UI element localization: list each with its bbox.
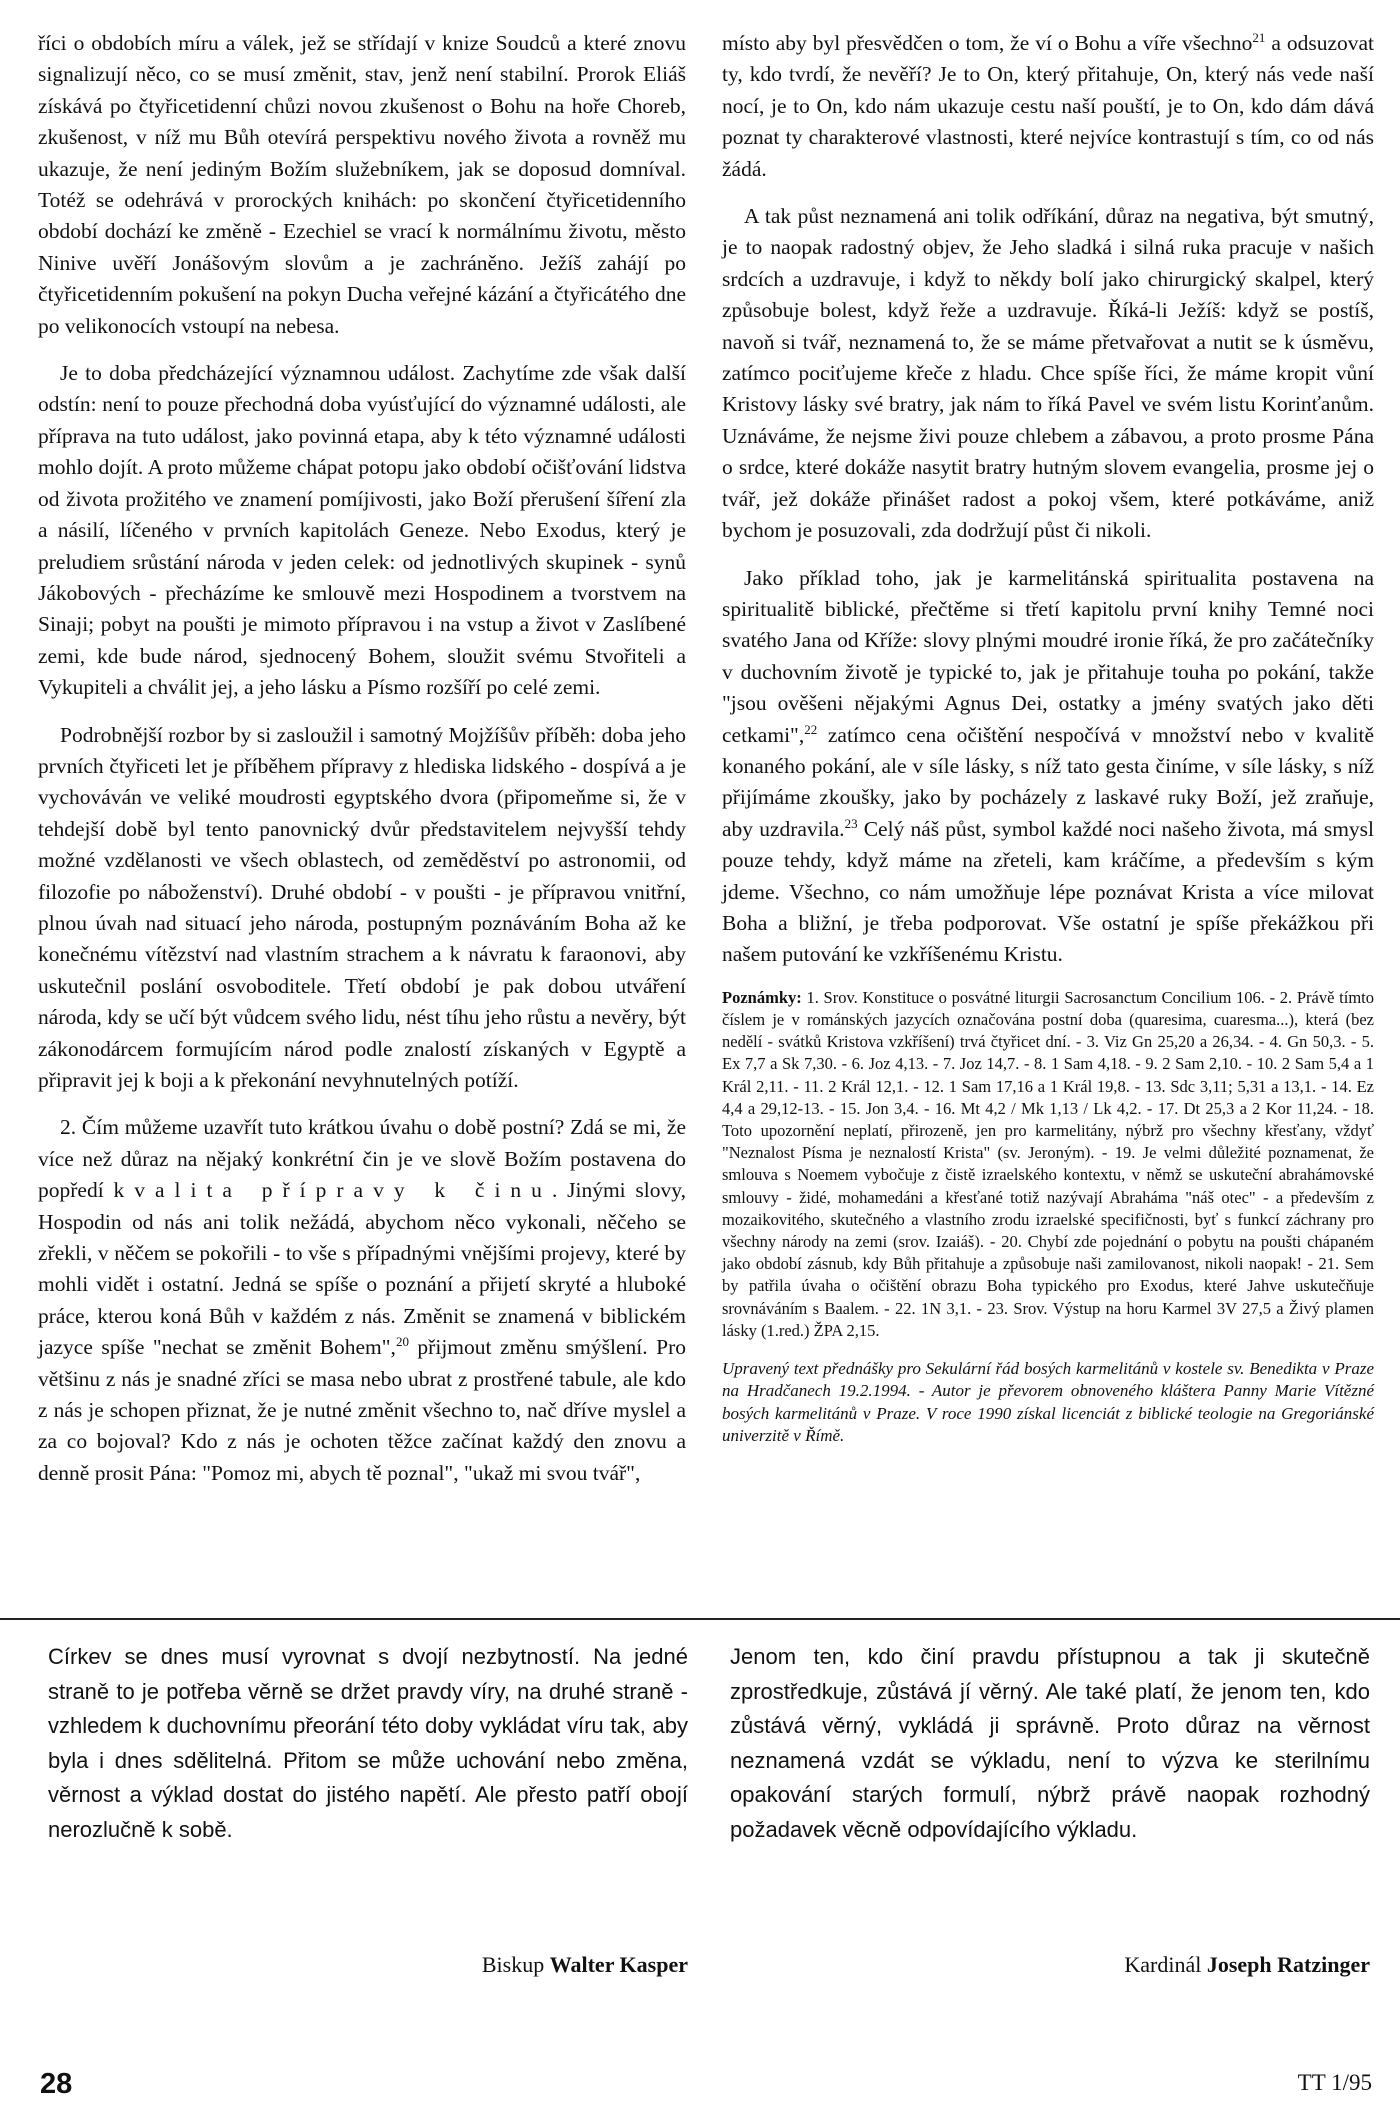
footnote-ref: 23 — [844, 815, 858, 831]
emphasis-spaced: kvalita přípravy k činu — [113, 1178, 552, 1203]
footnote-ref: 21 — [1252, 29, 1266, 45]
text-run: přijmout změnu smýšlení. Pro většinu z nás je snadné zříci se masa nebo ubrat z prostřené tabule, ale kdo z nás je schopen přiznat, že je nutné změnit všechno to, nač dříve myslel a za co bojoval? Kdo z nás je ochoten těžce začínat každý den znovu a denně prosit Pána: "Pomoz mi, abych tě poznal", "ukaž mi svou tvář", — [38, 1335, 686, 1485]
right-column — [722, 28, 1374, 1463]
text-run: a odsuzovat ty, kdo tvrdí, že nevěří? Je to On, který přitahuje, On, který nás vede naší nocí, je to On, kdo nám ukazuje cestu naší pouští, je to On, kdo dám dává poznat ty charakterové vlastnosti, které nejvíce kontrastují s tím, co od nás žádá. — [722, 31, 1374, 181]
signature-title: Kardinál — [1124, 1952, 1207, 1977]
text-run: místo aby byl přesvědčen o tom, že ví o Bohu a víře všechno — [722, 31, 1253, 55]
footnote-ref: 22 — [804, 721, 818, 737]
text-run: . Jinými slovy, Hospodin od nás ani tolik nežádá, abychom něco vykonali, něčeho se zřekli, v něčem se pokořili - to vše s případnými vnějšími projevy, které by mohli vidět i ostatní. Jedná se spíše o poznání a přijetí skryté a hluboké práce, kterou koná Bůh v každém z nás. Změnit se znamená v biblickém jazyce spíše "nechat se změnit Bohem", — [38, 1178, 686, 1360]
text-run: Celý náš půst, symbol každé noci našeho života, má smysl pouze tehdy, když máme na zřeteli, kam kráčíme, a především s kým jdeme. Všechno, co nám umožňuje lépe poznávat Krista a více milovat Boha a bližní, je třeba podporovat. Vše ostatní je spíše překážkou při našem putování ke vzkříšenému Kristu. — [722, 816, 1375, 967]
signature-ratzinger — [1124, 1952, 1370, 1978]
quote-ratzinger: Jenom ten, kdo činí pravdu přístupnou a tak ji skutečně zprostředkuje, zůstává jí věrný. Ale také platí, že jenom ten, kdo zůstává věrný, vykládá ji správně. Proto důraz na věrnost neznamená vzdát se výkladu, není to výzva ke sterilnímu opakování starých formulí, nýbrž právě naopak rozhodný požadavek věcně odpovídajícího výkladu. — [730, 1644, 1370, 1842]
quote-kasper: Církev se dnes musí vyrovnat s dvojí nezbytností. Na jedné straně to je potřeba věrně se držet pravdy víry, na druhé straně - vzhledem k duchovnímu přeorání této doby vykládat víru tak, aby byla i dnes sdělitelná. Přitom se může uchování nebo změna, věrnost a výklad dostat do jistého napětí. Ale přesto patří obojí nerozlučně k sobě. — [48, 1644, 688, 1842]
author-bio: Upravený text přednášky pro Sekulární řád bosých karmelitánů v kostele sv. Benedikta v Praze na Hradčanech 19.2.1994. - Autor je převorem obnoveného kláštera Panny Marie Vítězné bosých karmelitánů v Praze. V roce 1990 získal licenciát z biblické teologie na Gregoriánské univerzitě v Římě. — [722, 1359, 1374, 1445]
footnotes — [722, 987, 1374, 1342]
page-number: 28 — [40, 2068, 73, 2100]
text-run: 2. Čím můžeme uzavřít tuto krátkou úvahu o době postní? Zdá se mi, že více než důraz na nějaký konkrétní čin je ve slově Božím postavena do popředí — [38, 1115, 686, 1203]
section-divider — [0, 1618, 1400, 1620]
paragraph: Je to doba předcházející významnou událost. Zachytíme zde však další odstín: není to pouze přechodná doba vyúsťující do významné události, ale příprava na tuto událost, jako povinná etapa, aby k této významné události mohlo dojít. A proto můžeme chápat potopu jako období očišťování lidstva od života prožitého ve znamení pomíjivosti, jako Boží přerušení šíření zla a násilí, líčeného v prvních kapitolách Geneze. Nebo Exodus, který je preludiem srůstání národa v jeden celek: od jednotlivých skupinek - synů Jákobových - přecházíme ke smlouvě mezi Hospodinem a tvorstvem na Sinaji; pobyt na poušti je mimoto přípravou i na vstup a život v Zaslíbené zemi, kde bude národ, sjednocený Bohem, sloužit svému Stvořiteli a Vykupiteli a chválit jej, a jeho lásku a Písmo rozšíří po celé zemi. — [38, 361, 686, 700]
text-run: Jako příklad toho, jak je karmelitánská spiritualita postavena na spiritualitě biblické, přečtěme si třetí kapitolu první knihy Temné noci svatého Jana od Kříže: slovy plnými moudré ironie říká, že pro začátečníky v duchovním životě je typické to, jak je přitahuje touha po pokání, takže "jsou ověšeni nějakými Agnus Dei, ostatky a jmény svatých jako děti cetkami", — [722, 565, 1374, 747]
footnotes-label: Poznámky: — [722, 987, 802, 1007]
signature-title: Biskup — [481, 1952, 550, 1977]
paragraph: říci o obdobích míru a válek, jež se střídají v knize Soudců a které znovu signalizují něco, co se musí změnit, stav, jenž není stabilní. Prorok Eliáš získává po čtyřicetidenní chůzi novou zkušenost o Bohu na hoře Choreb, zkušenost, v níž mu Bůh otevírá perspektivu nového života a rovněž mu ukazuje, že není jediným Božím služebníkem, jak se doposud domníval. Totéž se odehrává v prorockých knihách: po skončení čtyřicetidenního období dochází ke změně - Ezechiel se vrací k normálnímu životu, město Ninive uvěří Jonášovým slovům a je zachráněno. Ježíš zahájí po čtyřicetidenním pokušení na pokyn Ducha veřejné kázání a čtyřicátého dne po velikonocích vstoupí na nebesa. — [38, 31, 686, 338]
signature-kasper — [482, 1952, 688, 1978]
paragraph: Podrobnější rozbor by si zasloužil i samotný Mojžíšův příběh: doba jeho prvních čtyřiceti let je příběhem přípravy z hlediska lidského - dospívá a je vychováván ve veliké moudrosti egyptského dvora (připomeňme si, že v tehdejší době byl tento panovnický dvůr představitelem nejvyšší tehdy možné vzdělanosti ve všech oblastech, od zeměděství po astronomii, od filozofie po náboženství). Druhé období - v poušti - je přípravou vnitřní, plnou úvah nad situací jeho národa, postupným poznáváním Boha až ke konečnému vítězství nad vlastním strachem a k návratu k faraonovi, aby uskutečnil poslání osvoboditele. Třetí období je pak dobou utváření národa, kdy se učí být vůdcem svého lidu, nést tíhu jeho růstu a nevěry, být zákonodárcem formujícím národ podle znalostí získaných v Egyptě a připravit jej k boji a k překonání nevyhnutelných potíží. — [38, 722, 686, 1092]
paragraph — [722, 563, 1374, 971]
paragraph — [722, 28, 1374, 185]
signature-name: Joseph Ratzinger — [1206, 1952, 1370, 1977]
footnote-ref: 20 — [395, 1334, 409, 1350]
paragraph: A tak půst neznamená ani tolik odříkání, důraz na negativa, být smutný, je to naopak radostný objev, že Jeho sladká i silná ruka pracuje v našich srdcích a uzdravuje, i když to někdy bolí jako chirurgický skalpel, který způsobuje bolest, když řeže a uzdravuje. Říká-li Ježíš: když se postíš, navoň si tvář, neznamená to, že se máme přetvařovat a nutit se k úsměvu, zatímco pociťujeme křeče z hladu. Chce spíše říci, že máme kropit vůní Kristovy lásky své bratry, jak nám to říká Pavel ve svém listu Korinťanům. Uznáváme, že nejsme živi pouze chlebem a zábavou, a proto prosme Pána o srdce, které dokáže nasytit bratry hutným slovem evangelia, prosme jej o tvář, jež dokáže přinášet radost a pokoj všem, které potkáváme, aniž bychom je posuzovali, zda dodržují půst či nikoli. — [722, 204, 1374, 543]
left-column — [38, 28, 686, 1505]
issue-label: TT 1/95 — [1297, 2070, 1372, 2095]
signature-name: Walter Kasper — [549, 1952, 688, 1977]
footnotes-text: 1. Srov. Konstituce o posvátné liturgii Sacrosanctum Concilium 106. - 2. Právě tímto číslem je v románských jazycích označována postní doba (quaresima, cuaresma...), která (bez nedělí - svátků Kristova vzkříšení) trvá čtyřicet dní. - 3. Viz Gn 25,20 a 26,34. - 4. Gn 50,3. - 5. Ex 7,7 a Sk 7,30. - 6. Joz 4,13. - 7. Joz 14,7. - 8. 1 Sam 4,18. - 9. 2 Sam 2,10. - 10. 2 Sam 5,4 a 1 Král 2,11. - 11. 2 Král 12,1. - 12. 1 Sam 17,16 a 1 Král 19,8. - 13. Sdc 3,11; 5,31 a 13,1. - 14. Ez 4,4 a 29,12-13. - 15. Jon 3,4. - 16. Mt 4,2 / Mk 1,13 / Lk 4,2. - 17. Dt 25,3 a 2 Kor 11,24. - 18. Toto upozornění neplatí, přirozeně, jen pro karmelitány, nýbrž pro všechny křesťany, vždyť "Neznalost Písma je neznalostí Krista" (sv. Jeroným). - 19. Je velmi důležité poznamenat, že smlouva s Noemem vybočuje z čistě izraelského kontextu, v němž se uskuteční abrahámovské smlouvy - židé, mohamedáni a křesťané totiž nazývají Abraháma "náš otec" - a především z mozaikovitého, skutečného a vlastního zrodu izraelské specifičnosti, byť s funkcí záchrany pro všechny národy na zemi (srov. Izaiáš). - 20. Chybí zde pojednání o pobytu na poušti chápaném jako období zásnub, kdy Bůh přitahuje a způsobuje naši zamilovanost, nikoli naopak! - 21. Sem by patřila úvaha o očištění obrazu Boha typického pro Exodus, které Jahve uskutečňuje srovnáváním s Baalem. - 22. 1N 3,1. - 23. Srov. Výstup na horu Karmel 3V 27,5 a Živý plamen lásky (1.red.) ŽPA 2,15. — [722, 987, 1374, 1340]
paragraph — [38, 1112, 686, 1489]
text-run: zatímco cena očištění nespočívá v množství nebo v kvalitě konaného pokání, ale v síle lásky, s níž tato gesta činíme, v síle lásky, s níž přijímáme zkoušky, jako by pocházely z laskavé ruky Boží, jež zraňuje, aby uzdravila. — [722, 722, 1374, 841]
